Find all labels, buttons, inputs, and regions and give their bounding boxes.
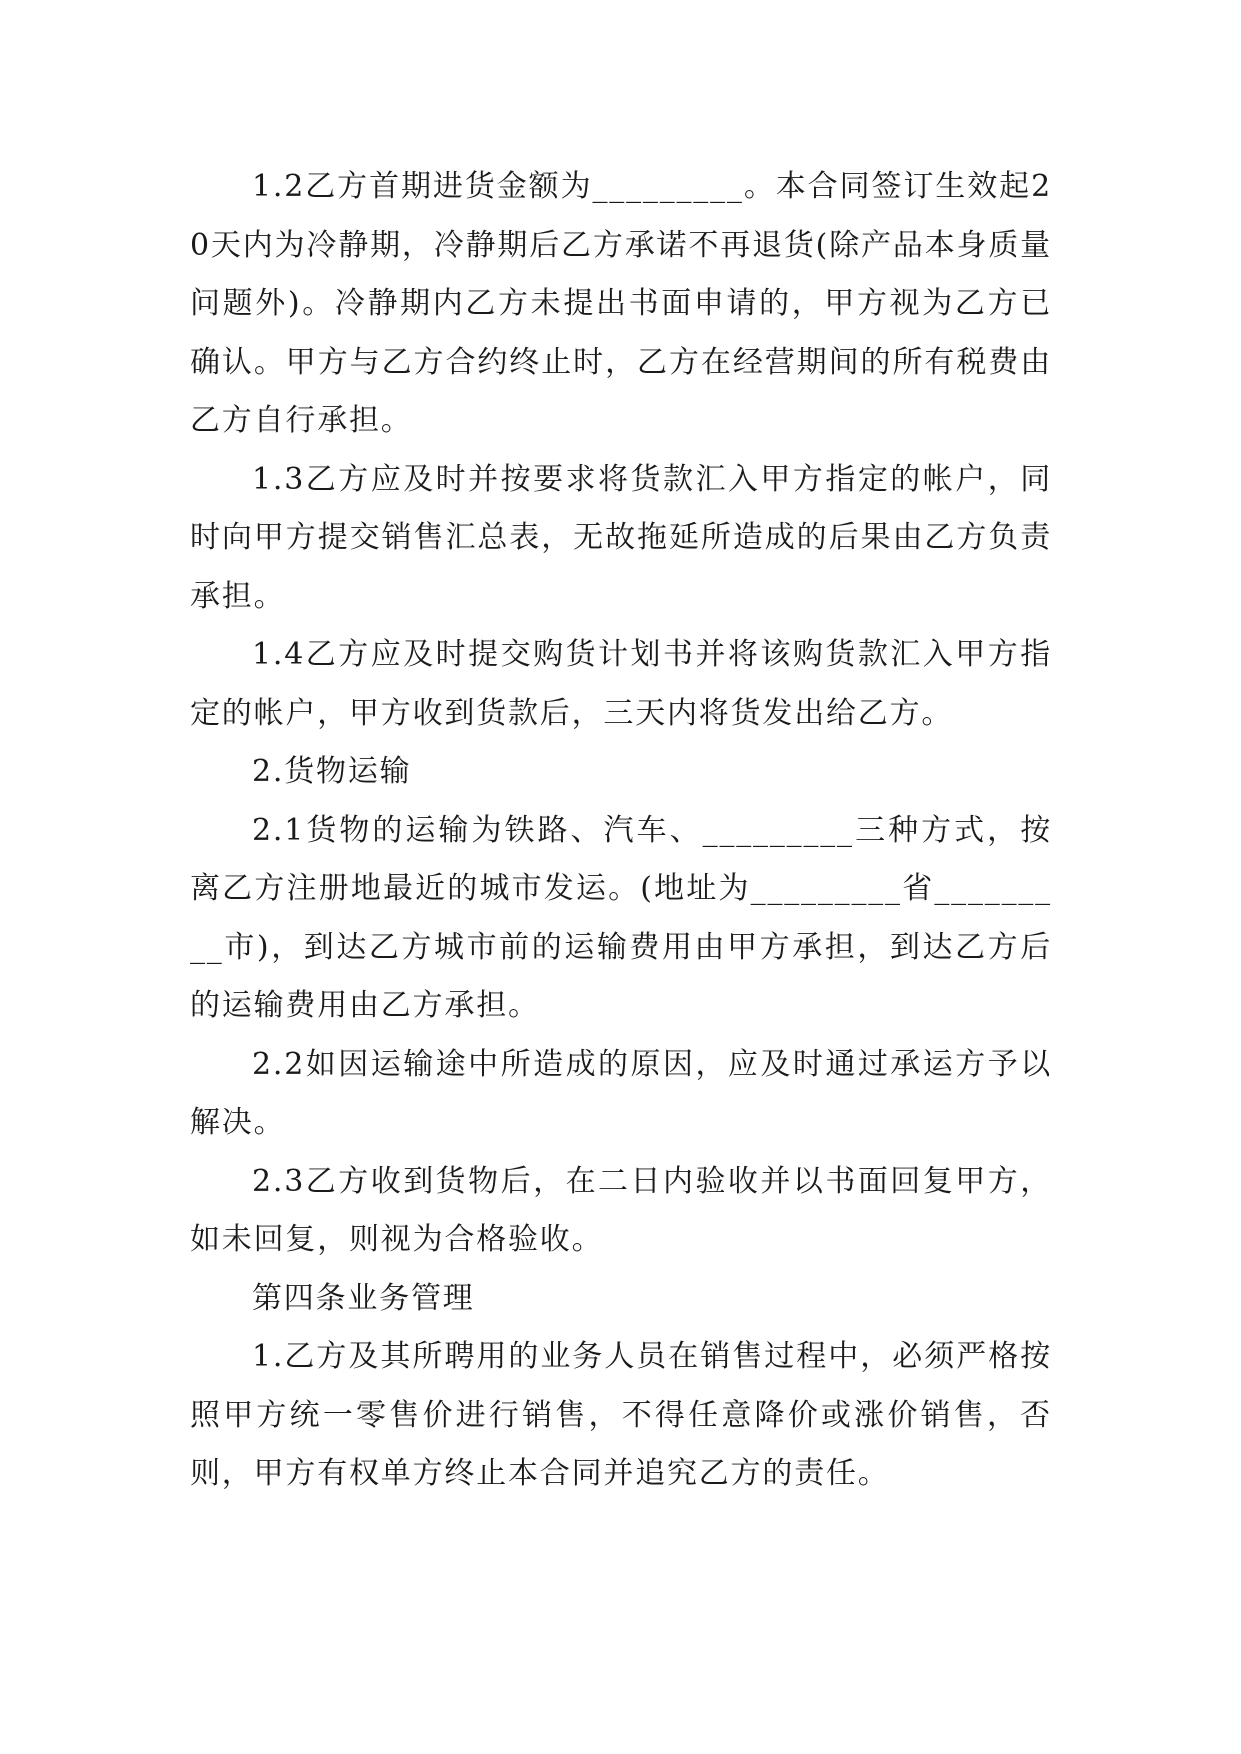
paragraph-1-2-initial-purchase: 1.2乙方首期进货金额为_________。本合同签订生效起20天内为冷静期，冷静期后乙方承诺不再退货(除产品本身质量问题外)。冷静期内乙方未提出书面申请的，甲方视为乙方已确认。甲方与乙方合约终止时，乙方在经营期间的所有税费由乙方自行承担。 bbox=[190, 169, 1052, 438]
paragraph-1-4-purchase-plan: 1.4乙方应及时提交购货计划书并将该购货款汇入甲方指定的帐户，甲方收到货款后，三天内将货发出给乙方。 bbox=[190, 637, 1052, 731]
paragraph-1-3-payment: 1.3乙方应及时并按要求将货款汇入甲方指定的帐户，同时向甲方提交销售汇总表，无故拖延所造成的后果由乙方负责承担。 bbox=[190, 461, 1052, 614]
paragraph-4-1-pricing: 1.乙方及其所聘用的业务人员在销售过程中，必须严格按照甲方统一零售价进行销售，不得任意降价或涨价销售，否则，甲方有权单方终止本合同并追究乙方的责任。 bbox=[190, 1339, 1052, 1491]
document-body bbox=[190, 158, 1052, 1504]
section-heading-cargo-transport: 2.货物运输 bbox=[252, 754, 412, 789]
paragraph-2-2-transit-issues: 2.2如因运输途中所造成的原因，应及时通过承运方予以解决。 bbox=[190, 1046, 1052, 1140]
article-heading-business-management: 第四条业务管理 bbox=[252, 1280, 475, 1316]
paragraph-2-1-transport-method: 2.1货物的运输为铁路、汽车、_________三种方式，按离乙方注册地最近的城市发运。(地址为_________省_________市)，到达乙方城市前的运输费用由甲方承担，到达乙方后的运输费用由乙方承担。 bbox=[190, 812, 1052, 1023]
paragraph-2-3-inspection: 2.3乙方收到货物后，在二日内验收并以书面回复甲方，如未回复，则视为合格验收。 bbox=[190, 1163, 1052, 1257]
